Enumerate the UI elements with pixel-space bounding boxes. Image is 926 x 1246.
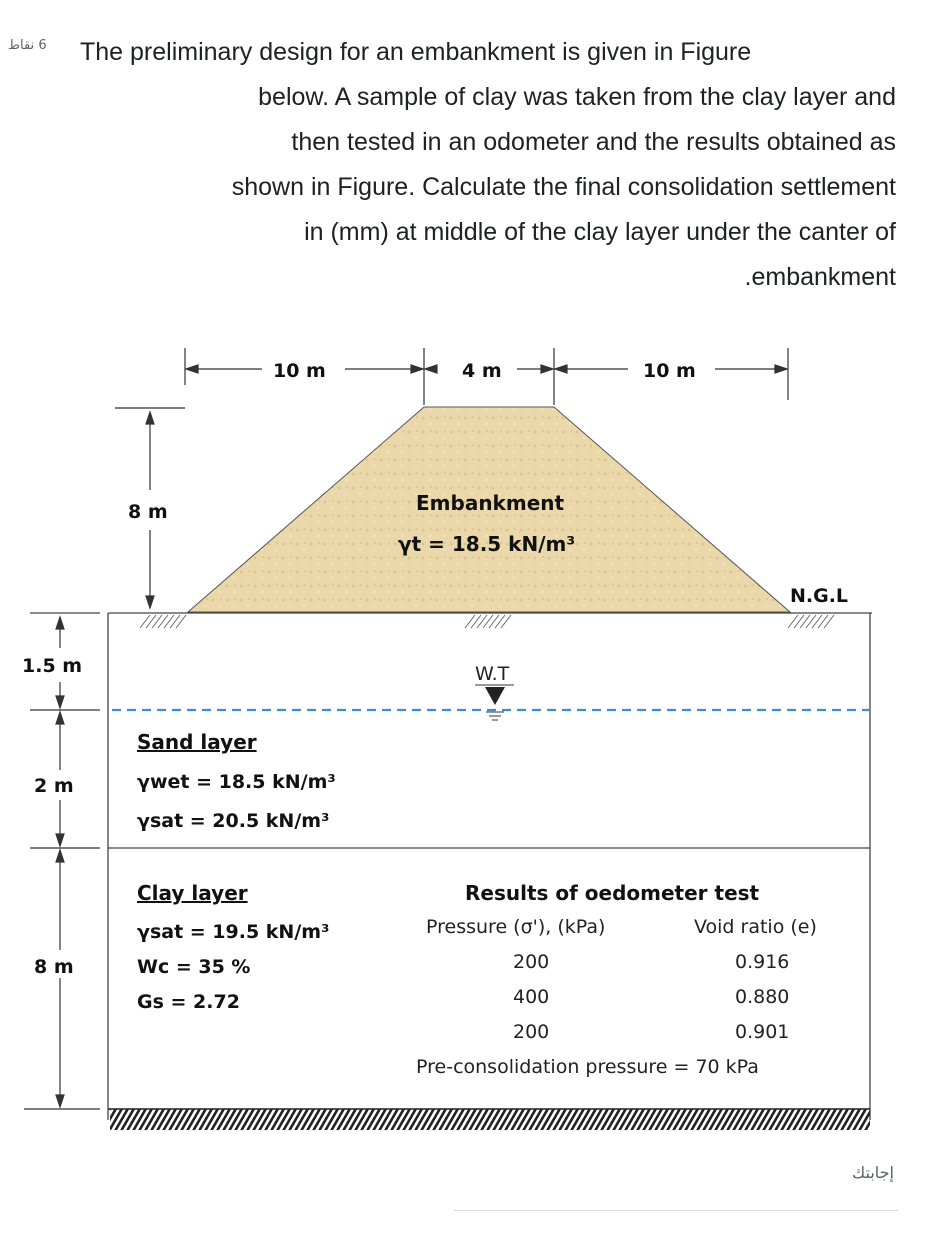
dim-left-label: 10 m: [273, 360, 326, 382]
question-text: [70, 30, 896, 300]
question-line: below. A sample of clay was taken from the clay layer and: [258, 83, 896, 111]
results-void-2: 0.880: [735, 986, 790, 1008]
ngl-label: N.G.L: [790, 585, 849, 607]
results-void-1: 0.916: [735, 951, 790, 973]
answer-label: إجابتك: [852, 1163, 894, 1182]
answer-input[interactable]: [454, 1190, 898, 1211]
water-table-icon: [475, 685, 514, 720]
results-title: Results of oedometer test: [465, 881, 760, 905]
points-label: 6 نقاط: [8, 38, 47, 53]
results-pressure-3: 200: [513, 1021, 550, 1043]
depth-label-clay: 8 m: [34, 956, 74, 978]
question-line: in (mm) at middle of the clay layer under the canter of: [304, 218, 896, 246]
clay-water-content: Wc = 35 %: [137, 956, 251, 978]
question-line: The preliminary design for an embankment is given in Figure: [80, 38, 752, 66]
sand-sat-unit-weight: γsat = 20.5 kN/m³: [137, 810, 330, 832]
ground-hatch-marks: [140, 615, 834, 628]
sand-layer-title: Sand layer: [137, 730, 257, 754]
embankment-gamma: γt = 18.5 kN/m³: [398, 532, 576, 556]
results-header-void-ratio: Void ratio (e): [694, 916, 817, 938]
embankment-title: Embankment: [416, 491, 565, 515]
question-line: .embankment: [744, 263, 896, 291]
bedrock-hatch: [110, 1109, 870, 1130]
clay-specific-gravity: Gs = 2.72: [137, 991, 240, 1013]
question-line: shown in Figure. Calculate the final consolidation settlement: [231, 173, 896, 201]
depth-label-sand-top: 1.5 m: [22, 655, 83, 677]
results-void-3: 0.901: [735, 1021, 790, 1043]
embankment-figure: [0, 330, 926, 1130]
preconsolidation-pressure: Pre-consolidation pressure = 70 kPa: [416, 1056, 759, 1078]
dim-right-label: 10 m: [643, 360, 696, 382]
height-label: 8 m: [128, 501, 168, 523]
dim-mid-label: 4 m: [462, 360, 502, 382]
water-table-label: W.T: [475, 663, 510, 685]
depth-label-sand-bottom: 2 m: [34, 775, 74, 797]
clay-sat-unit-weight: γsat = 19.5 kN/m³: [137, 921, 330, 943]
clay-layer-title: Clay layer: [137, 881, 248, 905]
results-header-pressure: Pressure (σ'), (kPa): [426, 916, 606, 938]
results-pressure-1: 200: [513, 951, 550, 973]
depth-dimension: [24, 617, 100, 1109]
question-line: then tested in an odometer and the results obtained as: [291, 128, 896, 156]
results-pressure-2: 400: [513, 986, 550, 1008]
sand-wet-unit-weight: γwet = 18.5 kN/m³: [137, 771, 336, 793]
